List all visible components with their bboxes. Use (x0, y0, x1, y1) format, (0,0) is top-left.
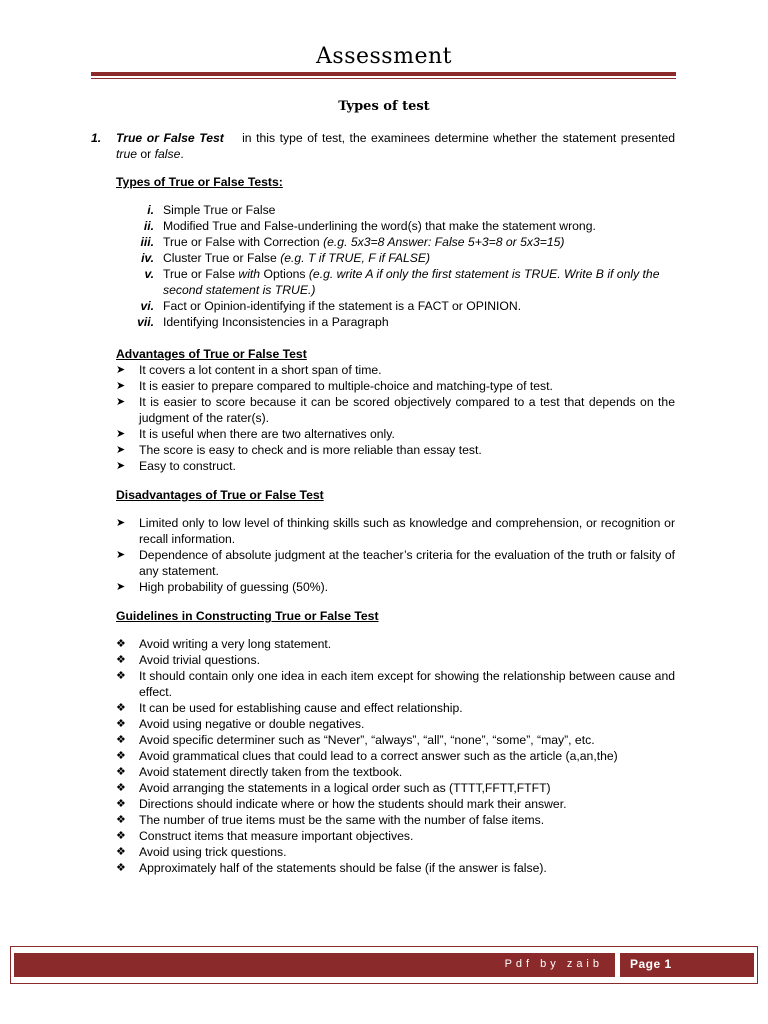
diamond-bullet-icon: ❖ (116, 846, 126, 858)
guidelines-list-item: ❖ Avoid specific determiner such as “Never”, “always”, “all”, “none”, “some”, “may”, etc. (116, 733, 595, 747)
advantages-list-item: ➤ It covers a lot content in a short span of time. (116, 363, 382, 377)
item-number: 1. (91, 131, 102, 145)
advantages-list-item: ➤ The score is easy to check and is more reliable than essay test. (116, 443, 482, 457)
types-list-item: iii. True or False with Correction (e.g. 5x3=8 Answer: False 5+3=8 or 5x3=15) (116, 234, 675, 250)
arrow-bullet-icon: ➤ (116, 460, 126, 472)
advantages-list-item: ➤ It is easier to score because it can be scored objectively compared to a test that depends on the judgment of the rater(s). (116, 395, 675, 425)
list-numeral: v. (144, 267, 154, 281)
advantages-heading: Advantages of True or False Test (116, 347, 307, 361)
diamond-bullet-icon: ❖ (116, 718, 126, 730)
arrow-bullet-icon: ➤ (116, 364, 126, 376)
diamond-bullet-icon: ❖ (116, 670, 126, 682)
guidelines-list-item: ❖ Avoid writing a very long statement. (116, 637, 332, 651)
diamond-bullet-icon: ❖ (116, 654, 126, 666)
footer-page-box (620, 953, 754, 977)
page-title: Types of test (338, 99, 430, 114)
diamond-bullet-icon: ❖ (116, 638, 126, 650)
diamond-bullet-icon: ❖ (116, 862, 126, 874)
guidelines-list-item: ❖ Directions should indicate where or how the students should mark their answer. (116, 797, 567, 811)
diamond-bullet-icon: ❖ (116, 734, 126, 746)
guidelines-list-item: ❖ Avoid grammatical clues that could lead to a correct answer such as the article (a,an,the) (116, 749, 618, 763)
types-list (116, 202, 675, 330)
diamond-bullet-icon: ❖ (116, 750, 126, 762)
guidelines-list-item: ❖ It can be used for establishing cause and effect relationship. (116, 701, 463, 715)
types-list-item: iv. Cluster True or False (e.g. T if TRUE, F if FALSE) (116, 250, 675, 266)
header-rule-thin (91, 78, 676, 79)
disadvantages-list (116, 515, 675, 595)
types-list-item: v. True or False with Options (e.g. write A if only the first statement is TRUE. Write B if only the second statement is TRUE.) (116, 266, 675, 298)
page-number: Page 1 (630, 957, 672, 971)
list-numeral: i. (147, 203, 154, 217)
arrow-bullet-icon: ➤ (116, 549, 126, 561)
diamond-bullet-icon: ❖ (116, 830, 126, 842)
guidelines-list (116, 636, 675, 876)
arrow-bullet-icon: ➤ (116, 581, 126, 593)
disadvantages-list-item: ➤ Dependence of absolute judgment at the teacher’s criteria for the evaluation of the truth or falsity of any statement. (116, 548, 675, 578)
guidelines-list-item: ❖ Avoid statement directly taken from the textbook. (116, 765, 403, 779)
list-numeral: iv. (141, 251, 154, 265)
diamond-bullet-icon: ❖ (116, 814, 126, 826)
guidelines-list-item: ❖ Avoid using negative or double negatives. (116, 717, 365, 731)
list-numeral: ii. (143, 219, 154, 233)
types-heading: Types of True or False Tests: (116, 175, 283, 189)
guidelines-list-item: ❖ Avoid trivial questions. (116, 653, 261, 667)
arrow-bullet-icon: ➤ (116, 517, 126, 529)
header-title: Assessment (316, 44, 452, 69)
types-list-item: ii. Modified True and False-underlining the word(s) that make the statement wrong. (116, 218, 675, 234)
diamond-bullet-icon: ❖ (116, 766, 126, 778)
types-list-item: vii. Identifying Inconsistencies in a Paragraph (116, 314, 675, 330)
footer-source-bar (14, 953, 615, 977)
item-1: 1. True or False Test in this type of test, the examinees determine whether the statement presented true or false. (91, 131, 676, 161)
arrow-bullet-icon: ➤ (116, 428, 126, 440)
list-numeral: iii. (140, 235, 154, 249)
footer-source: Pdf by zaib (504, 958, 603, 970)
guidelines-heading: Guidelines in Constructing True or False Test (116, 609, 379, 623)
guidelines-list-item: ❖ The number of true items must be the same with the number of false items. (116, 813, 545, 827)
list-numeral: vi. (140, 299, 154, 313)
arrow-bullet-icon: ➤ (116, 396, 126, 408)
types-list-item: vi. Fact or Opinion-identifying if the statement is a FACT or OPINION. (116, 298, 675, 314)
list-numeral: vii. (137, 315, 154, 329)
disadvantages-list-item: ➤ High probability of guessing (50%). (116, 580, 329, 594)
guidelines-list-item: ❖ Approximately half of the statements should be false (if the answer is false). (116, 861, 547, 875)
guidelines-list-item: ❖ Avoid using trick questions. (116, 845, 287, 859)
disadvantages-list-item: ➤ Limited only to low level of thinking skills such as knowledge and comprehension, or recognition or recall information. (116, 516, 675, 546)
guidelines-list-item: ❖ Avoid arranging the statements in a logical order such as (TTTT,FFTT,FTFT) (116, 781, 551, 795)
arrow-bullet-icon: ➤ (116, 380, 126, 392)
disadvantages-heading: Disadvantages of True or False Test (116, 488, 324, 502)
advantages-list-item: ➤ It is easier to prepare compared to multiple-choice and matching-type of test. (116, 379, 553, 393)
diamond-bullet-icon: ❖ (116, 798, 126, 810)
guidelines-list-item: ❖ Construct items that measure important objectives. (116, 829, 414, 843)
guidelines-list-item: ❖ It should contain only one idea in each item except for showing the relationship between cause and effect. (116, 669, 675, 699)
types-list-item: i. Simple True or False (116, 202, 675, 218)
advantages-list-item: ➤ Easy to construct. (116, 459, 236, 473)
diamond-bullet-icon: ❖ (116, 782, 126, 794)
arrow-bullet-icon: ➤ (116, 444, 126, 456)
document-body (91, 130, 675, 876)
advantages-list-item: ➤ It is useful when there are two alternatives only. (116, 427, 395, 441)
header-rule-thick (91, 72, 676, 76)
diamond-bullet-icon: ❖ (116, 702, 126, 714)
advantages-list (116, 362, 675, 474)
item-term: True or False Test (116, 131, 224, 145)
